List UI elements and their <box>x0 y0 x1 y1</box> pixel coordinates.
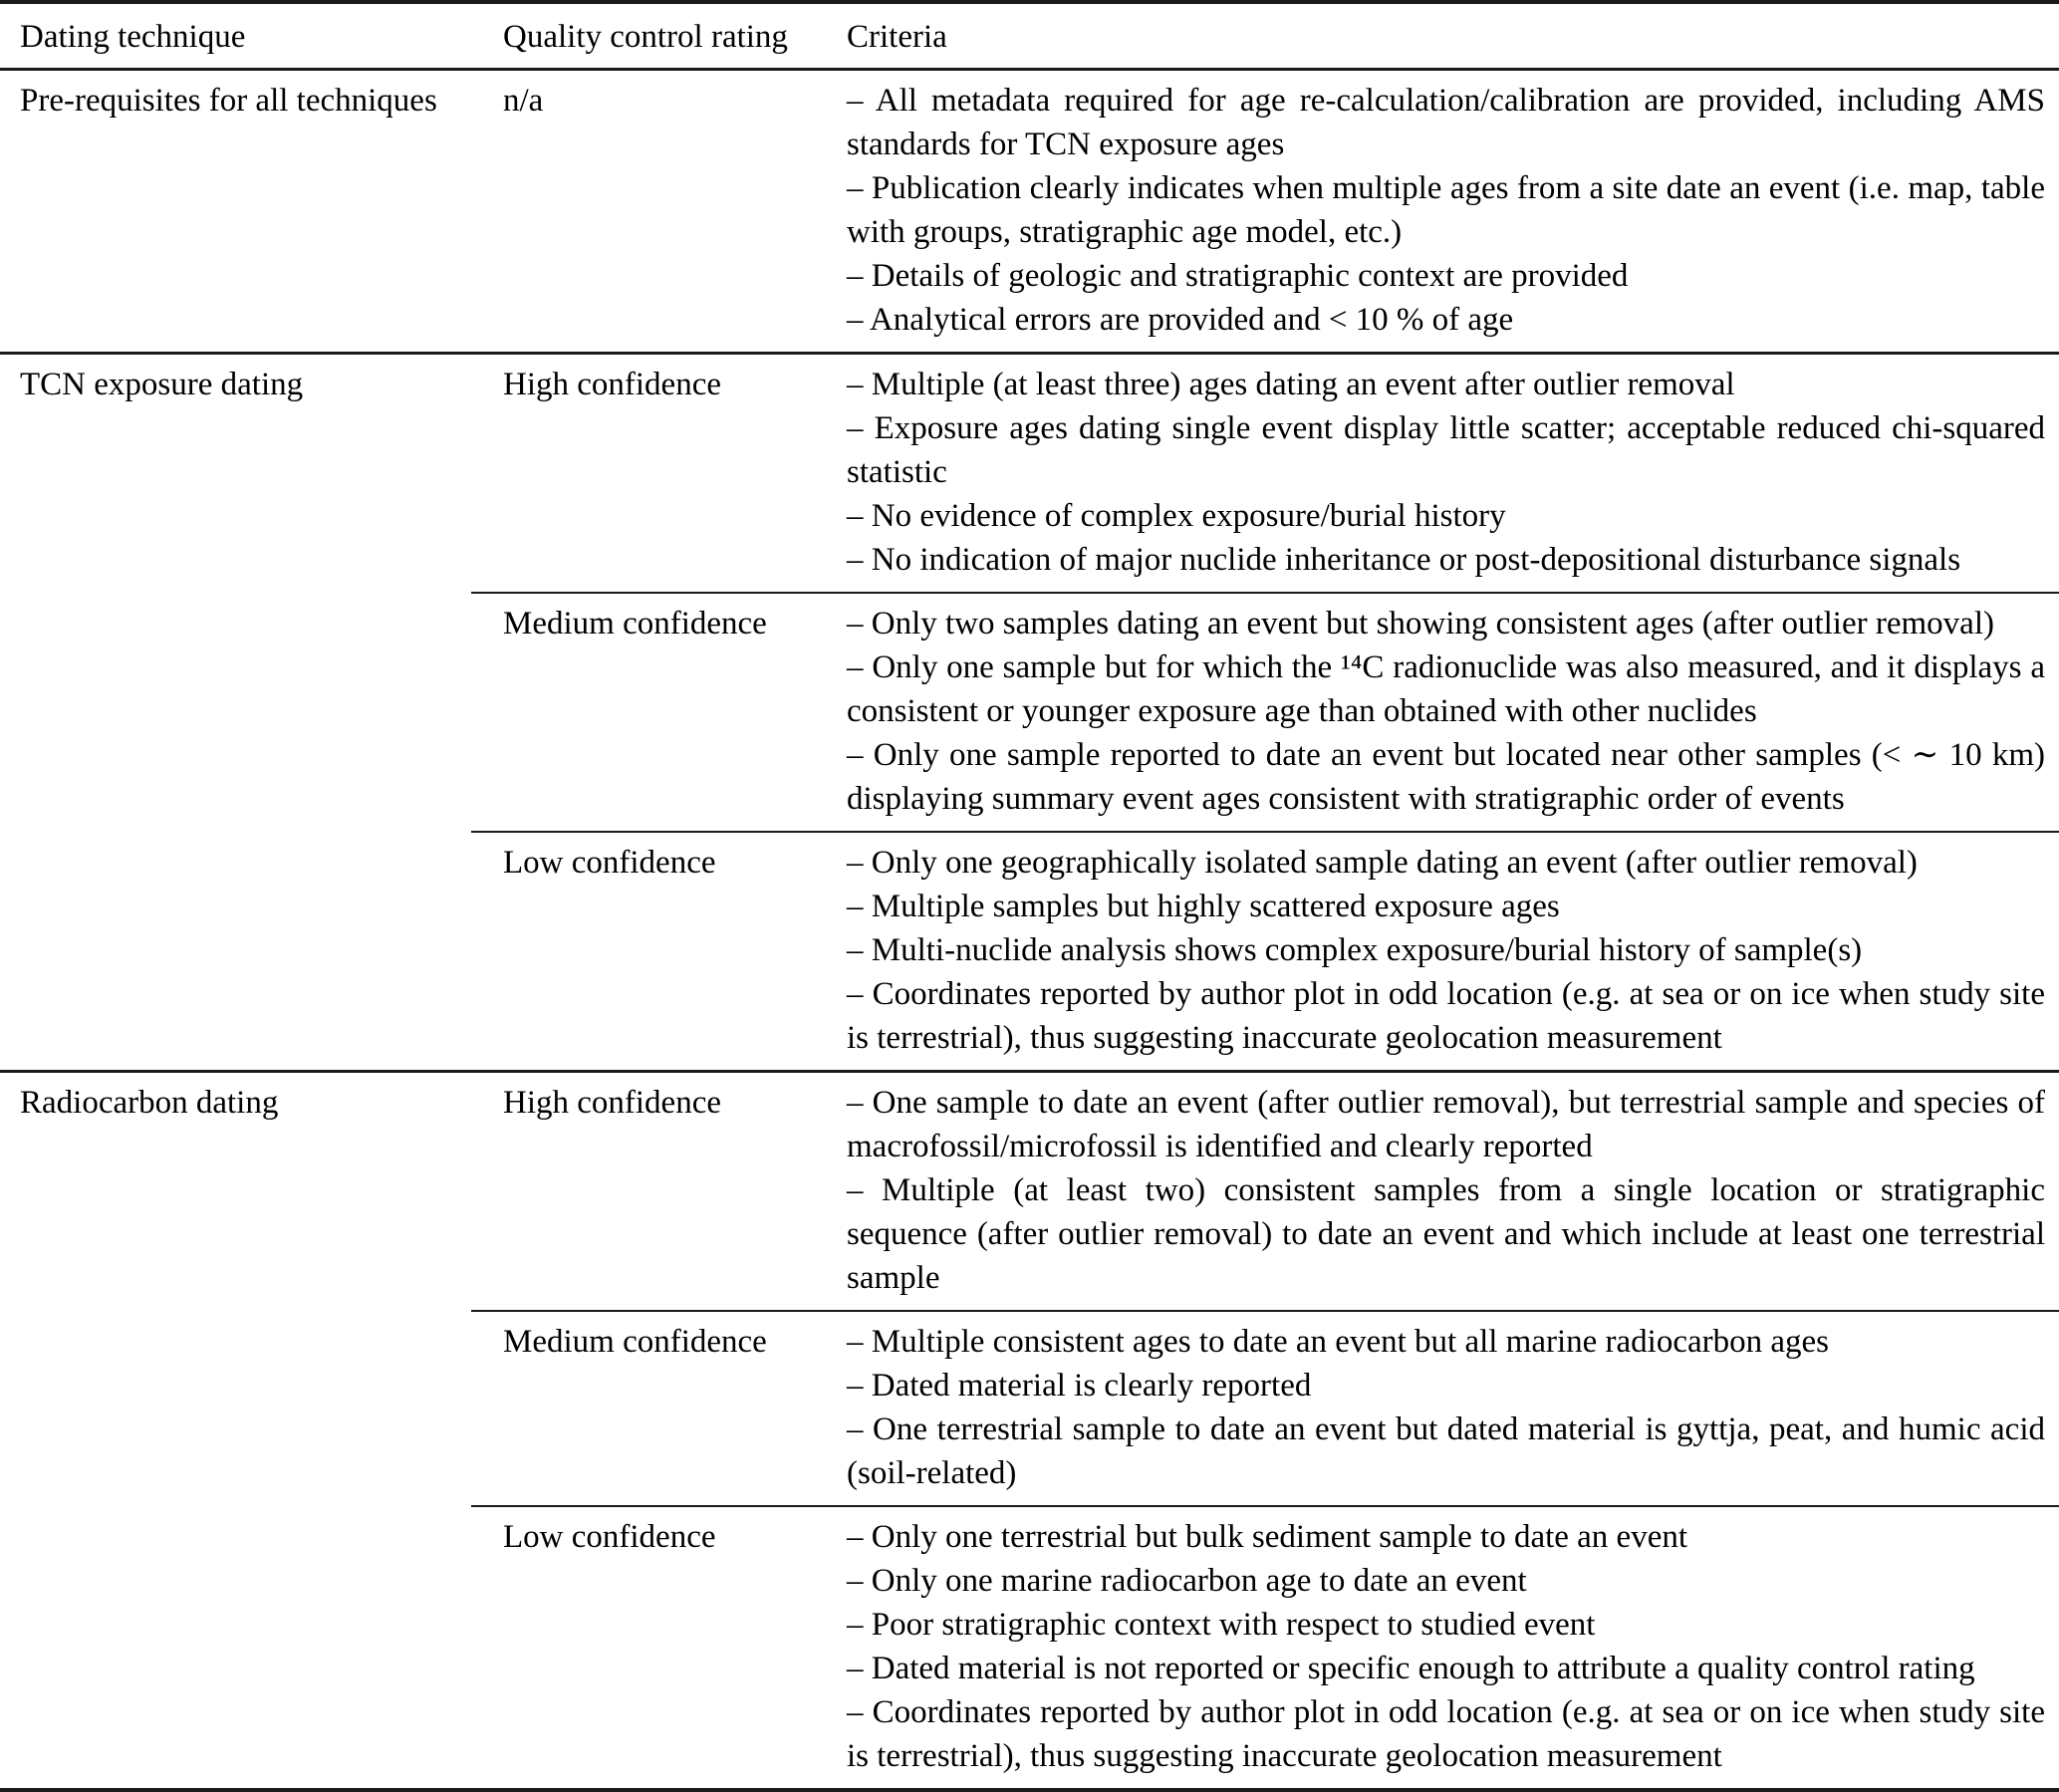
criteria-item: – Multiple samples but highly scattered exposure ages <box>847 889 1560 924</box>
criteria-item: – Only one sample but for which the ¹⁴C radionuclide was also measured, and it displays a consistent or younger exposure age than obtained with other nuclides <box>847 649 2045 729</box>
table-row <box>471 1310 2059 1505</box>
criteria-list <box>847 1507 2059 1788</box>
criteria-item: – Only one sample reported to date an event but located near other samples (< ∼ 10 km) displaying summary event ages consistent with stratigraphic order of events <box>847 737 2045 817</box>
rating-label: Low confidence <box>503 1519 716 1555</box>
rating-label: Medium confidence <box>503 1324 767 1360</box>
criteria-list <box>847 833 2059 1070</box>
table-header-row <box>0 4 2059 71</box>
criteria-item: – Coordinates reported by author plot in odd location (e.g. at sea or on ice when study site is terrestrial), thus suggesting inaccurate geolocation measurement <box>847 1694 2045 1774</box>
criteria-item: – Poor stratigraphic context with respect to studied event <box>847 1607 1596 1643</box>
section-prerequisites <box>0 71 2059 352</box>
table-row <box>471 1073 2059 1310</box>
criteria-item: – Coordinates reported by author plot in odd location (e.g. at sea or on ice when study site is terrestrial), thus suggesting inaccurate geolocation measurement <box>847 976 2045 1056</box>
criteria-item: – No indication of major nuclide inheritance or post-depositional disturbance signals <box>847 542 1961 578</box>
column-header-dating-technique: Dating technique <box>20 19 246 55</box>
criteria-item: – Dated material is clearly reported <box>847 1368 1312 1404</box>
rating-label: n/a <box>503 83 544 119</box>
table-row <box>471 831 2059 1070</box>
criteria-item: – Multiple consistent ages to date an event but all marine radiocarbon ages <box>847 1324 1830 1360</box>
criteria-item: – Multiple (at least three) ages dating an event after outlier removal <box>847 367 1735 402</box>
table-row <box>471 355 2059 592</box>
column-header-quality-control-rating: Quality control rating <box>503 19 788 55</box>
criteria-item: – No evidence of complex exposure/burial history <box>847 498 1506 534</box>
technique-label: TCN exposure dating <box>20 367 304 402</box>
criteria-item: – Publication clearly indicates when multiple ages from a site date an event (i.e. map, table with groups, stratigraphic age model, etc.) <box>847 170 2045 250</box>
column-header-criteria: Criteria <box>847 19 947 55</box>
criteria-item: – One terrestrial sample to date an event but dated material is gyttja, peat, and humic acid (soil-related) <box>847 1411 2045 1491</box>
technique-label: Pre-requisites for all techniques <box>20 83 437 119</box>
table-row <box>471 71 2059 352</box>
table-row <box>471 1505 2059 1788</box>
criteria-item: – One sample to date an event (after outlier removal), but terrestrial sample and species of macrofossil/microfossil is identified and clearly reported <box>847 1085 2045 1164</box>
rating-label: High confidence <box>503 367 721 402</box>
criteria-item: – Exposure ages dating single event display little scatter; acceptable reduced chi-squared statistic <box>847 410 2045 490</box>
criteria-item: – All metadata required for age re-calculation/calibration are provided, including AMS standards for TCN exposure ages <box>847 83 2045 162</box>
criteria-list <box>847 1073 2059 1310</box>
rating-label: Medium confidence <box>503 606 767 641</box>
criteria-item: – Details of geologic and stratigraphic context are provided <box>847 258 1629 294</box>
criteria-item: – Only one geographically isolated sample dating an event (after outlier removal) <box>847 845 1918 881</box>
criteria-item: – Only one marine radiocarbon age to date an event <box>847 1563 1527 1599</box>
criteria-list <box>847 1312 2059 1505</box>
rating-label: High confidence <box>503 1085 721 1121</box>
criteria-item: – Analytical errors are provided and < 10 % of age <box>847 302 1514 338</box>
criteria-item: – Dated material is not reported or specific enough to attribute a quality control rating <box>847 1651 1975 1686</box>
criteria-item: – Only one terrestrial but bulk sediment sample to date an event <box>847 1519 1688 1555</box>
criteria-item: – Only two samples dating an event but showing consistent ages (after outlier removal) <box>847 606 1994 641</box>
technique-label: Radiocarbon dating <box>20 1085 279 1121</box>
section-radiocarbon-dating <box>0 1070 2059 1788</box>
criteria-list <box>847 71 2059 352</box>
table-row <box>471 592 2059 831</box>
criteria-item: – Multi-nuclide analysis shows complex exposure/burial history of sample(s) <box>847 932 1863 968</box>
criteria-list <box>847 355 2059 592</box>
criteria-item: – Multiple (at least two) consistent samples from a single location or stratigraphic sequence (after outlier removal) to date an event and which include at least one terrestrial sample <box>847 1172 2045 1296</box>
criteria-list <box>847 594 2059 831</box>
rating-label: Low confidence <box>503 845 716 881</box>
section-tcn-exposure-dating <box>0 352 2059 1070</box>
